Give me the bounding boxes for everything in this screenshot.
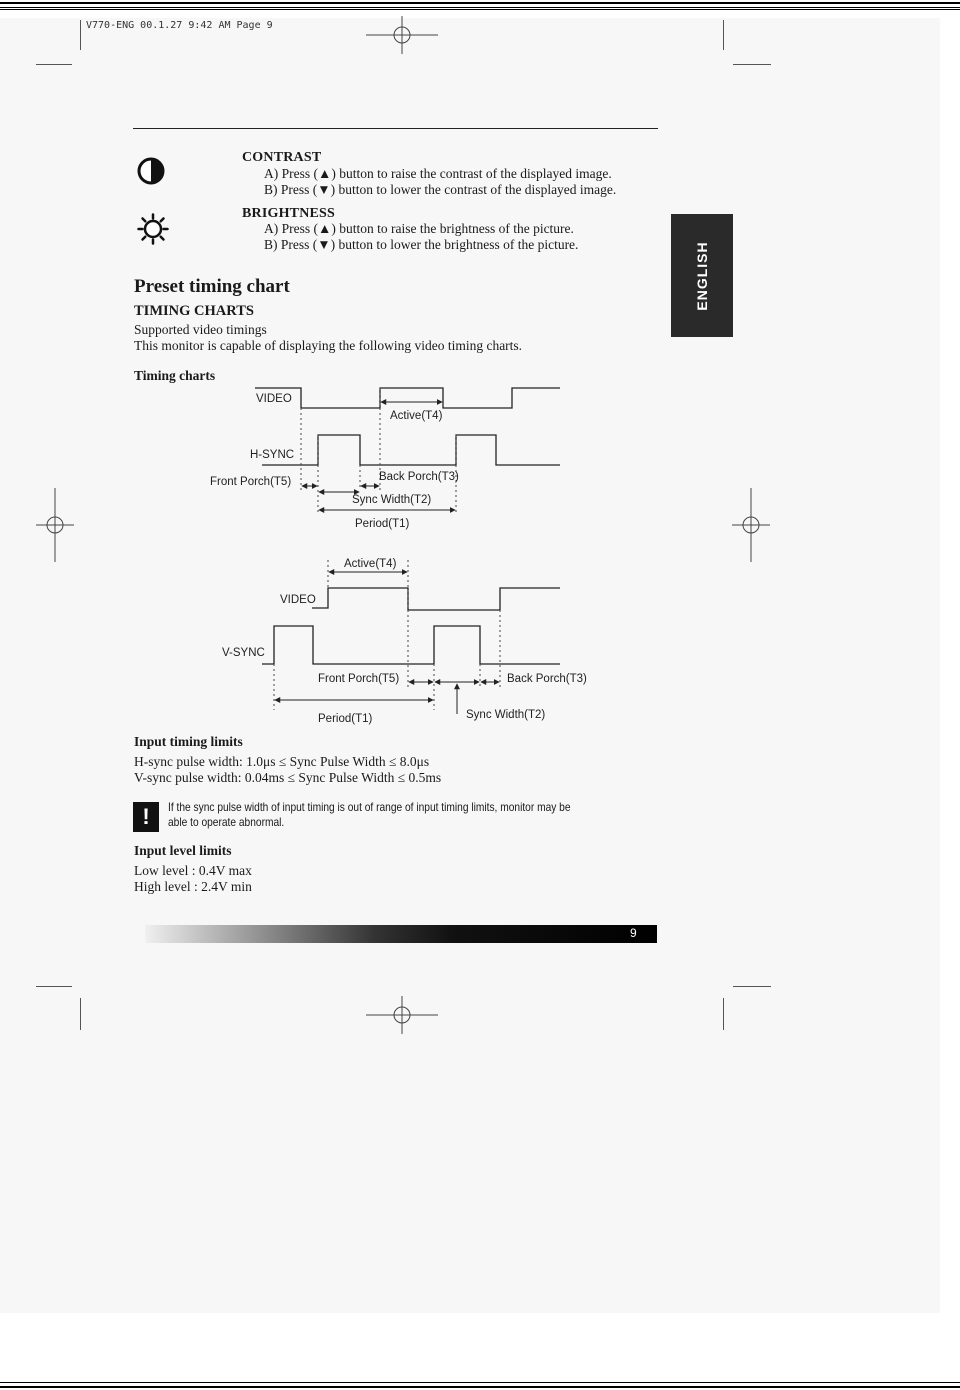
h-sync-waveform [262, 435, 560, 465]
brightness-line-b: B) Press (▼) button to lower the brightness of the picture. [264, 237, 579, 252]
contrast-line-b: B) Press (▼) button to lower the contrast of the displayed image. [264, 182, 617, 197]
footer-gradient-bar [145, 925, 657, 943]
timing-diagram [200, 380, 600, 730]
crop-mark [733, 986, 771, 987]
h-video-label: VIDEO [256, 393, 292, 405]
h-front-porch-label: Front Porch(T5) [210, 476, 292, 488]
crop-mark [80, 998, 81, 1030]
brightness-icon [137, 213, 169, 245]
brightness-title: BRIGHTNESS [242, 206, 336, 221]
v-sync-width-label: Sync Width(T2) [466, 709, 546, 721]
registration-mark-bottom [360, 994, 444, 1036]
page-number: 9 [630, 926, 637, 940]
v-guide-lines [274, 560, 500, 710]
registration-mark-right [730, 486, 772, 564]
v-video-waveform [312, 588, 560, 610]
timing-charts-label: Timing charts [134, 368, 216, 383]
bottom-rule-inner [0, 1382, 960, 1383]
brightness-line-a: A) Press (▲) button to raise the brightness of the picture. [264, 221, 574, 236]
bottom-double-rule [0, 1386, 960, 1388]
h-period-label: Period(T1) [355, 518, 410, 530]
language-tab-label: ENGLISH [694, 240, 710, 311]
v-video-label: VIDEO [280, 594, 316, 606]
input-timing-heading: Input timing limits [134, 734, 243, 749]
h-sync-limit: H-sync pulse width: 1.0μs ≤ Sync Pulse Width ≤ 8.0μs [134, 754, 430, 769]
crop-mark [733, 64, 771, 65]
warning-icon: ! [133, 802, 159, 832]
contrast-icon [137, 157, 165, 185]
crop-mark [80, 20, 81, 50]
preset-line-2: This monitor is capable of displaying the following video timing charts. [134, 338, 523, 353]
language-tab [671, 214, 733, 337]
preset-line-1: Supported video timings [134, 322, 267, 337]
print-slug: V770-ENG 00.1.27 9:42 AM Page 9 [86, 20, 273, 31]
high-level-limit: High level : 2.4V min [134, 879, 252, 894]
h-active-label: Active(T4) [390, 410, 443, 422]
h-sync-label: H-SYNC [250, 449, 295, 461]
v-sync-limit: V-sync pulse width: 0.04ms ≤ Sync Pulse Width ≤ 0.5ms [134, 770, 442, 785]
v-active-label: Active(T4) [344, 558, 397, 570]
v-back-porch-label: Back Porch(T3) [507, 673, 587, 685]
contrast-title: CONTRAST [242, 150, 322, 165]
crop-mark [36, 64, 72, 65]
crop-mark [723, 20, 724, 50]
input-level-heading: Input level limits [134, 843, 232, 858]
header-rule [133, 128, 658, 129]
crop-mark [36, 986, 72, 987]
crop-mark [723, 998, 724, 1030]
v-sync-label: V-SYNC [222, 647, 265, 659]
h-sync-width-label: Sync Width(T2) [352, 494, 432, 506]
top-rule-inner [0, 9, 960, 10]
warning-text: If the sync pulse width of input timing is out of range of input timing limits, monitor may be able to operate abnormal. [168, 800, 571, 829]
contrast-line-a: A) Press (▲) button to raise the contrast of the displayed image. [264, 166, 612, 181]
top-double-rule [0, 2, 960, 8]
registration-mark-left [34, 486, 76, 564]
v-sync-waveform [262, 626, 560, 664]
low-level-limit: Low level : 0.4V max [134, 863, 252, 878]
v-period-label: Period(T1) [318, 713, 373, 725]
page-heading: Preset timing chart [134, 276, 290, 297]
v-front-porch-label: Front Porch(T5) [318, 673, 400, 685]
h-video-waveform [255, 388, 560, 408]
registration-mark-top [360, 14, 444, 56]
h-back-porch-label: Back Porch(T3) [379, 471, 459, 483]
timing-charts-subheading: TIMING CHARTS [134, 303, 254, 319]
